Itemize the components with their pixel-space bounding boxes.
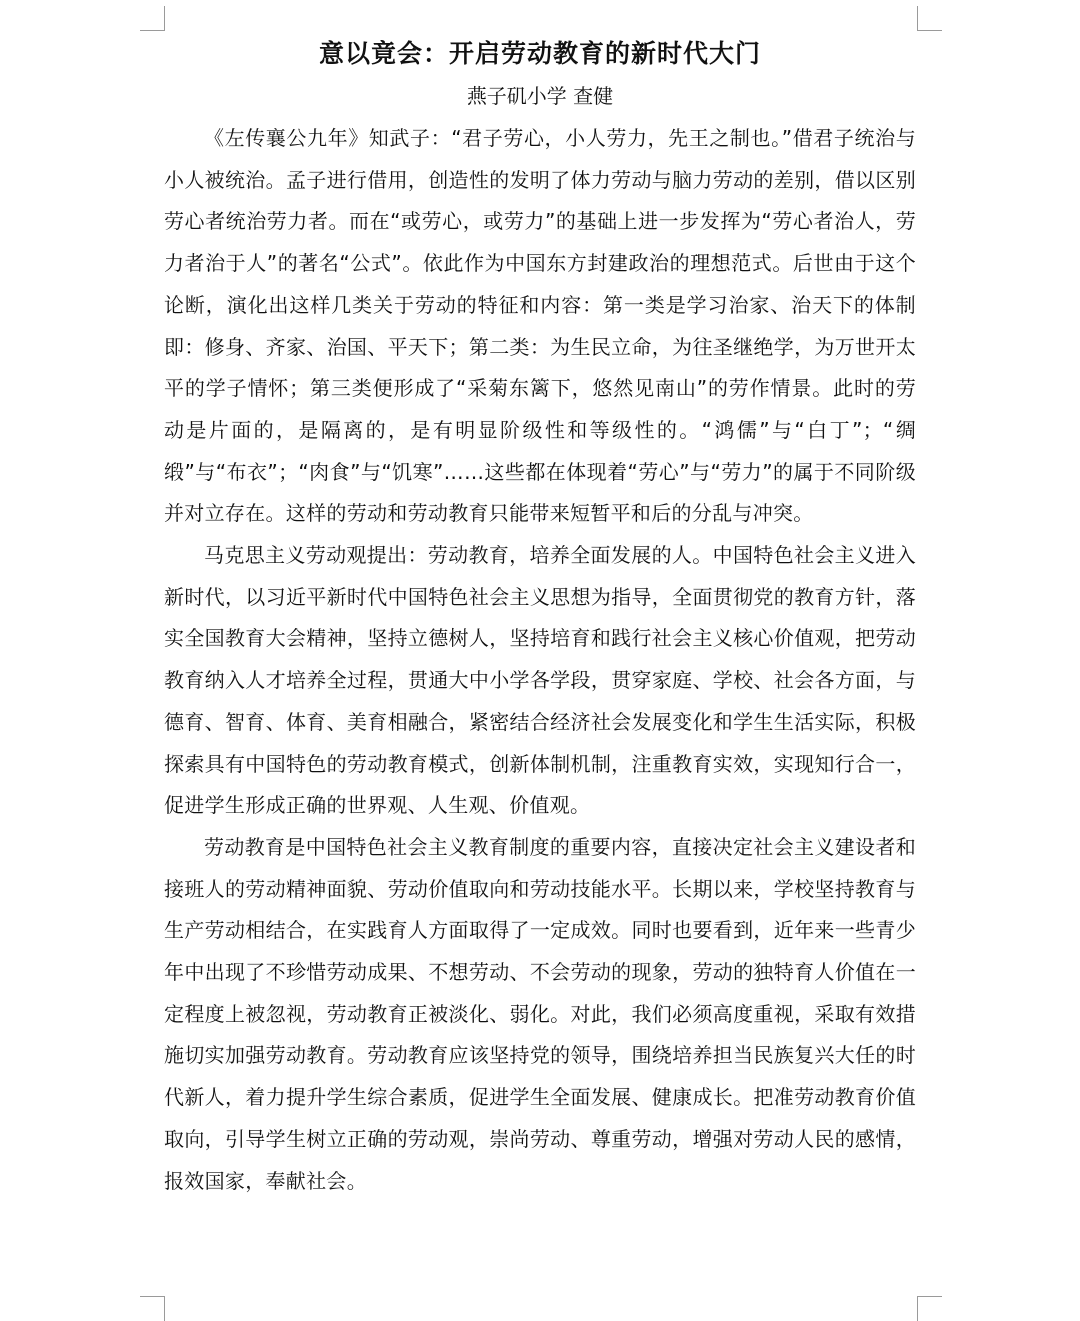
document-title: 意以竟会：开启劳动教育的新时代大门 — [318, 39, 761, 68]
page-corner-mark-bottom-right — [917, 1296, 942, 1321]
document-author: 燕子矶小学 查健 — [466, 84, 614, 108]
page-corner-mark-top-left — [140, 6, 165, 31]
document-body — [164, 32, 916, 1202]
paragraph-3: 劳动教育是中国特色社会主义教育制度的重要内容，直接决定社会主义建设者和接班人的劳动精神面貌、劳动价值取向和劳动技能水平。长期以来，学校坚持教育与生产劳动相结合，在实践育人方面取得了一定成效。同时也要看到，近年来一些青少年中出现了不珍惜劳动成果、不想劳动、不会劳动的现象，劳动的独特育人价值在一定程度上被忽视，劳动教育正被淡化、弱化。对此，我们必须高度重视，采取有效措施切实加强劳动教育。劳动教育应该坚持党的领导，围绕培养担当民族复兴大任的时代新人，着力提升学生综合素质，促进学生全面发展、健康成长。把准劳动教育价值取向，引导学生树立正确的劳动观，崇尚劳动、尊重劳动，增强对劳动人民的感情，报效国家，奉献社会。 — [164, 834, 916, 1193]
paragraph-2: 马克思主义劳动观提出：劳动教育，培养全面发展的人。中国特色社会主义进入新时代，以习近平新时代中国特色社会主义思想为指导，全面贯彻党的教育方针，落实全国教育大会精神，坚持立德树人，坚持培育和践行社会主义核心价值观，把劳动教育纳入人才培养全过程，贯通大中小学各学段，贯穿家庭、学校、社会各方面，与德育、智育、体育、美育相融合，紧密结合经济社会发展变化和学生生活实际，积极探索具有中国特色的劳动教育模式，创新体制机制，注重教育实效，实现知行合一，促进学生形成正确的世界观、人生观、价值观。 — [164, 543, 916, 818]
paragraph-1: 《左传襄公九年》知武子：“君子劳心，小人劳力，先王之制也。”借君子统治与小人被统治。孟子进行借用，创造性的发明了体力劳动与脑力劳动的差别，借以区别劳心者统治劳力者。而在“或劳心，或劳力”的基础上进一步发挥为“劳心者治人，劳力者治于人”的著名“公式”。依此作为中国东方封建政治的理想范式。后世由于这个论断，演化出这样几类关于劳动的特征和内容：第一类是学习治家、治天下的体制即：修身、齐家、治国、平天下；第二类：为生民立命，为往圣继绝学，为万世开太平的学子情怀；第三类便形成了“采菊东篱下，悠然见南山”的劳作情景。此时的劳动是片面的，是隔离的，是有明显阶级性和等级性的。“鸿儒”与“白丁”；“绸缎”与“布衣”；“肉食”与“饥寒”……这些都在体现着“劳心”与“劳力”的属于不同阶级并对立存在。这样的劳动和劳动教育只能带来短暂平和后的分乱与冲突。 — [164, 126, 916, 526]
page-corner-mark-bottom-left — [140, 1296, 165, 1321]
page-corner-mark-top-right — [917, 6, 942, 31]
